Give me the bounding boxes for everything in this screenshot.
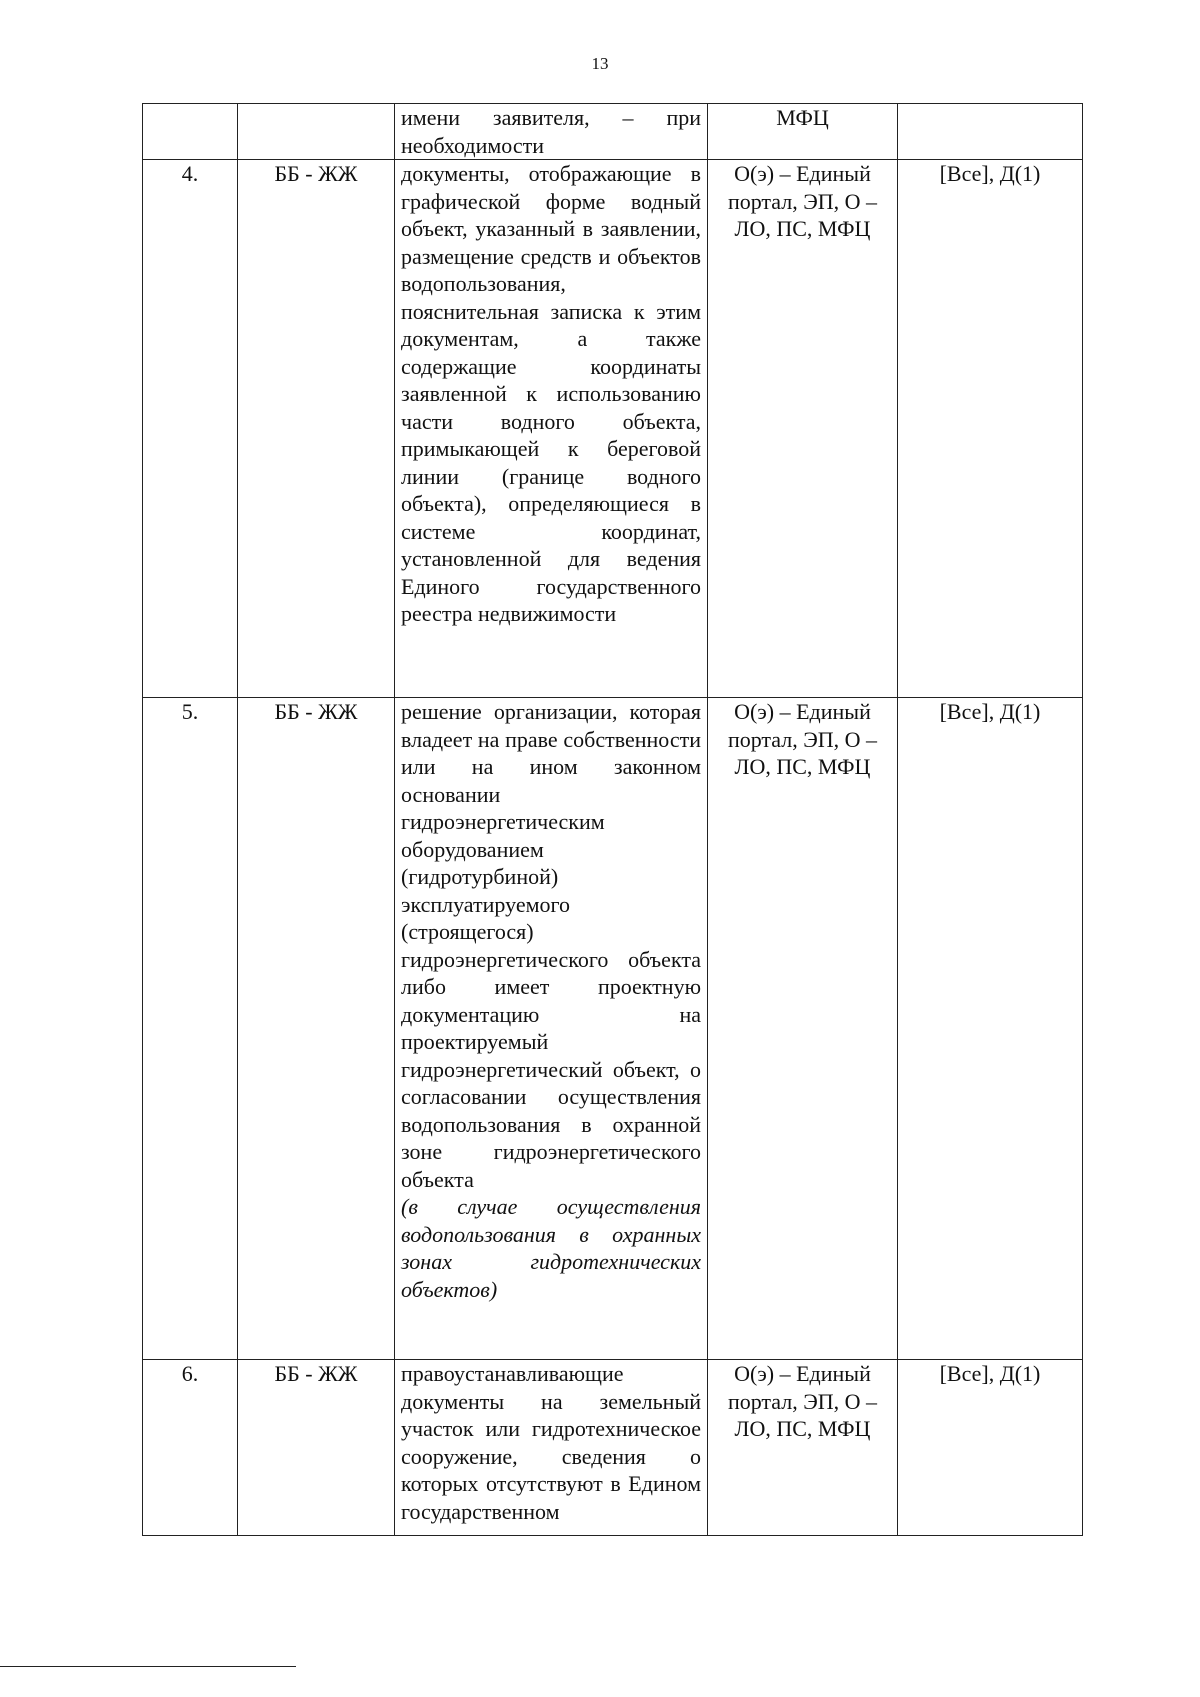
row-channels: О(э) – Единый портал, ЭП, О – ЛО, ПС, МФЦ bbox=[708, 1360, 898, 1536]
row-code: ББ - ЖЖ bbox=[238, 1360, 395, 1536]
table-row bbox=[143, 698, 1083, 1360]
table-row bbox=[143, 104, 1083, 160]
row-number bbox=[143, 104, 238, 160]
row-code: ББ - ЖЖ bbox=[238, 160, 395, 698]
row-description-text: имени заявителя, – при необходимости bbox=[401, 105, 701, 158]
row-rule: [Все], Д(1) bbox=[898, 698, 1083, 1360]
row-description-text: документы, отображающие в графической форме водный объект, указанный в заявлении, размещение средств и объектов водопользования, пояснительная записка к этим документам, а также содержащие координаты заявленной к использованию части водного объекта, примыкающей к береговой линии (границе водного объекта), определяющиеся в системе координат, установленной для ведения Единого государственного реестра недвижимости bbox=[401, 161, 701, 626]
row-channels: МФЦ bbox=[708, 104, 898, 160]
row-description-text: решение организации, которая владеет на праве собственности или на ином законном основании гидроэнергетическим оборудованием (гидротурбиной) эксплуатируемого (строящегося) гидроэнергетического объекта либо имеет проектную документацию на проектируемый гидроэнергетический объект, о согласовании осуществления водопользования в охранной зоне гидроэнергетического объекта bbox=[401, 699, 701, 1192]
row-code bbox=[238, 104, 395, 160]
row-channels: О(э) – Единый портал, ЭП, О – ЛО, ПС, МФЦ bbox=[708, 698, 898, 1360]
documents-table bbox=[142, 103, 1083, 1536]
row-description bbox=[395, 698, 708, 1360]
row-description-note: (в случае осуществления водопользования в охранных зонах гидротехнических объектов) bbox=[401, 1194, 701, 1302]
row-rule bbox=[898, 104, 1083, 160]
row-number: 6. bbox=[143, 1360, 238, 1536]
table-row bbox=[143, 160, 1083, 698]
row-description bbox=[395, 1360, 708, 1536]
page-number: 13 bbox=[591, 54, 609, 73]
footnote-separator bbox=[0, 1666, 296, 1667]
row-code: ББ - ЖЖ bbox=[238, 698, 395, 1360]
row-number: 5. bbox=[143, 698, 238, 1360]
row-rule: [Все], Д(1) bbox=[898, 160, 1083, 698]
row-rule: [Все], Д(1) bbox=[898, 1360, 1083, 1536]
row-number: 4. bbox=[143, 160, 238, 698]
row-description-text: правоустанавливающие документы на земельный участок или гидротехническое сооружение, сведения о которых отсутствуют в Едином государственном bbox=[401, 1361, 701, 1524]
row-description bbox=[395, 160, 708, 698]
table-row bbox=[143, 1360, 1083, 1536]
row-description bbox=[395, 104, 708, 160]
row-channels: О(э) – Единый портал, ЭП, О – ЛО, ПС, МФЦ bbox=[708, 160, 898, 698]
